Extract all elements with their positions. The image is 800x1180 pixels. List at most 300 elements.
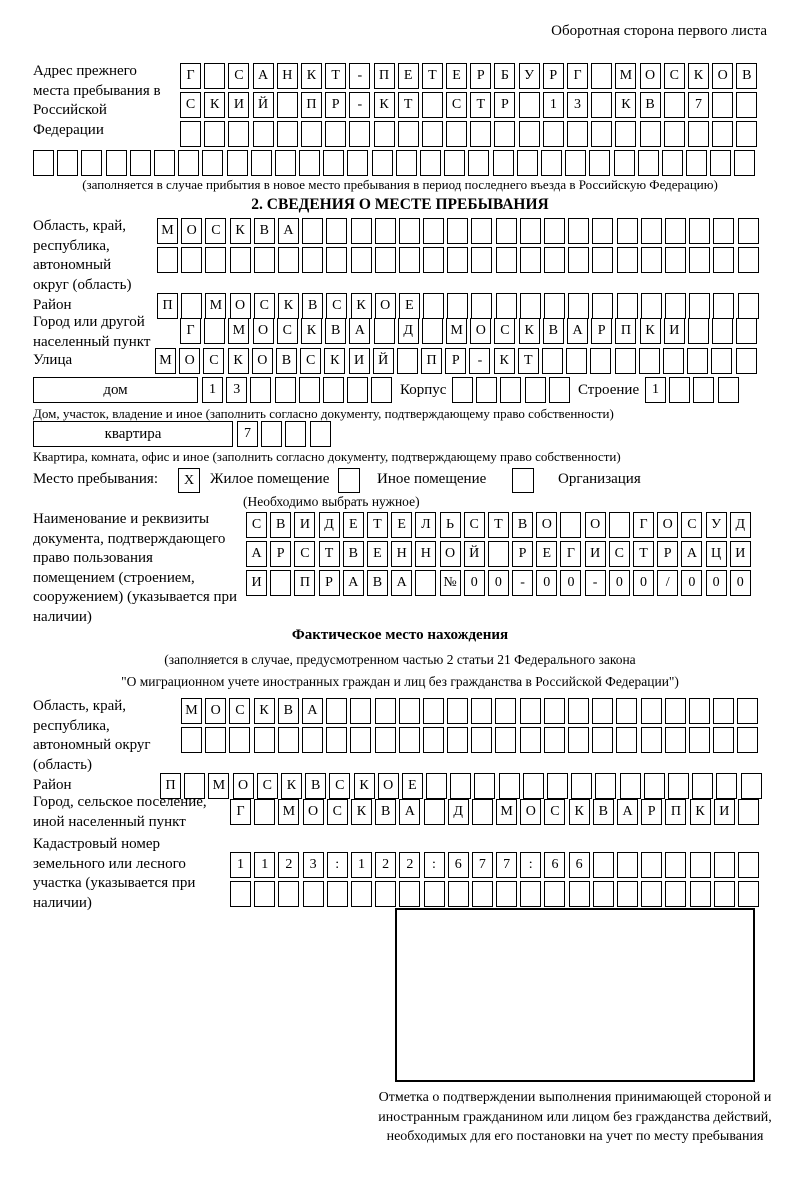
char-cell[interactable]: О [179, 348, 200, 374]
char-cell[interactable] [422, 318, 443, 344]
char-cell[interactable] [350, 698, 371, 724]
char-cell[interactable] [544, 218, 565, 244]
char-cell[interactable] [424, 799, 445, 825]
char-cell[interactable] [614, 150, 635, 176]
char-cell[interactable]: : [424, 852, 445, 878]
char-cell[interactable]: 0 [730, 570, 751, 596]
char-cell[interactable]: Й [464, 541, 485, 567]
char-cell[interactable] [446, 121, 467, 147]
char-cell[interactable]: 2 [278, 852, 299, 878]
char-cell[interactable] [665, 881, 686, 907]
char-cell[interactable]: Н [391, 541, 412, 567]
char-cell[interactable] [665, 247, 686, 273]
char-cell[interactable] [227, 150, 248, 176]
char-cell[interactable]: И [664, 318, 685, 344]
char-cell[interactable] [399, 247, 420, 273]
char-cell[interactable] [520, 881, 541, 907]
char-cell[interactable] [447, 247, 468, 273]
char-cell[interactable]: М [496, 799, 517, 825]
char-cell[interactable]: К [281, 773, 302, 799]
char-cell[interactable]: Т [325, 63, 346, 89]
char-cell[interactable]: В [375, 799, 396, 825]
char-cell[interactable] [422, 121, 443, 147]
char-cell[interactable] [718, 377, 739, 403]
char-cell[interactable] [230, 881, 251, 907]
char-cell[interactable]: О [303, 799, 324, 825]
char-cell[interactable] [520, 247, 541, 273]
char-cell[interactable] [738, 293, 759, 319]
char-cell[interactable]: С [494, 318, 515, 344]
char-cell[interactable]: 3 [226, 377, 247, 403]
char-cell[interactable]: И [294, 512, 315, 538]
char-cell[interactable]: С [681, 512, 702, 538]
char-cell[interactable] [205, 727, 226, 753]
char-cell[interactable] [713, 698, 734, 724]
char-cell[interactable] [423, 247, 444, 273]
char-cell[interactable] [495, 698, 516, 724]
char-cell[interactable]: С [464, 512, 485, 538]
char-cell[interactable] [471, 727, 492, 753]
char-cell[interactable] [689, 218, 710, 244]
char-cell[interactable] [423, 293, 444, 319]
char-cell[interactable]: О [712, 63, 733, 89]
char-cell[interactable]: К [374, 92, 395, 118]
char-cell[interactable] [299, 150, 320, 176]
char-cell[interactable] [738, 799, 759, 825]
char-cell[interactable] [568, 698, 589, 724]
char-cell[interactable] [372, 150, 393, 176]
char-cell[interactable] [592, 727, 613, 753]
char-cell[interactable]: В [367, 570, 388, 596]
char-cell[interactable] [641, 852, 662, 878]
char-cell[interactable] [253, 121, 274, 147]
char-cell[interactable] [710, 150, 731, 176]
char-cell[interactable] [541, 150, 562, 176]
char-cell[interactable] [375, 698, 396, 724]
char-cell[interactable] [512, 468, 534, 493]
char-cell[interactable] [712, 318, 733, 344]
char-cell[interactable]: Г [230, 799, 251, 825]
char-cell[interactable]: Р [641, 799, 662, 825]
char-cell[interactable] [351, 881, 372, 907]
char-cell[interactable] [736, 121, 757, 147]
char-cell[interactable]: С [544, 799, 565, 825]
char-cell[interactable]: Д [730, 512, 751, 538]
char-cell[interactable] [448, 881, 469, 907]
char-cell[interactable] [33, 150, 54, 176]
char-cell[interactable]: П [374, 63, 395, 89]
char-cell[interactable] [338, 468, 360, 493]
char-cell[interactable]: С [180, 92, 201, 118]
char-cell[interactable] [713, 293, 734, 319]
char-cell[interactable]: 1 [202, 377, 223, 403]
char-cell[interactable]: 3 [567, 92, 588, 118]
char-cell[interactable] [474, 773, 495, 799]
char-cell[interactable] [204, 318, 225, 344]
char-cell[interactable] [544, 698, 565, 724]
char-cell[interactable]: Р [319, 570, 340, 596]
char-cell[interactable]: Г [567, 63, 588, 89]
char-cell[interactable]: К [494, 348, 515, 374]
char-cell[interactable]: 7 [688, 92, 709, 118]
char-cell[interactable]: 3 [303, 852, 324, 878]
char-cell[interactable] [375, 727, 396, 753]
char-cell[interactable]: В [325, 318, 346, 344]
char-cell[interactable]: Т [398, 92, 419, 118]
char-cell[interactable]: Р [445, 348, 466, 374]
char-cell[interactable]: С [229, 698, 250, 724]
char-cell[interactable]: И [730, 541, 751, 567]
char-cell[interactable] [688, 121, 709, 147]
char-cell[interactable] [204, 121, 225, 147]
char-cell[interactable]: К [204, 92, 225, 118]
char-cell[interactable] [254, 881, 275, 907]
char-cell[interactable]: П [665, 799, 686, 825]
char-cell[interactable] [616, 727, 637, 753]
char-cell[interactable] [250, 377, 271, 403]
char-cell[interactable] [517, 150, 538, 176]
char-cell[interactable] [738, 247, 759, 273]
char-cell[interactable] [525, 377, 546, 403]
char-cell[interactable] [371, 377, 392, 403]
char-cell[interactable]: К [301, 63, 322, 89]
char-cell[interactable] [617, 852, 638, 878]
char-cell[interactable] [303, 881, 324, 907]
char-cell[interactable] [396, 150, 417, 176]
char-cell[interactable] [641, 293, 662, 319]
char-cell[interactable]: 6 [448, 852, 469, 878]
char-cell[interactable] [349, 121, 370, 147]
char-cell[interactable]: Т [633, 541, 654, 567]
char-cell[interactable] [399, 218, 420, 244]
char-cell[interactable]: Г [560, 541, 581, 567]
char-cell[interactable] [568, 293, 589, 319]
char-cell[interactable] [617, 293, 638, 319]
char-cell[interactable]: О [640, 63, 661, 89]
char-cell[interactable] [641, 218, 662, 244]
char-cell[interactable] [638, 150, 659, 176]
char-cell[interactable] [615, 121, 636, 147]
char-cell[interactable] [130, 150, 151, 176]
char-cell[interactable]: X [178, 468, 200, 493]
char-cell[interactable] [472, 881, 493, 907]
char-cell[interactable] [592, 293, 613, 319]
char-cell[interactable]: С [203, 348, 224, 374]
char-cell[interactable]: Е [343, 512, 364, 538]
char-cell[interactable] [471, 218, 492, 244]
char-cell[interactable]: М [208, 773, 229, 799]
char-cell[interactable]: Т [367, 512, 388, 538]
char-cell[interactable] [663, 348, 684, 374]
char-cell[interactable]: Р [494, 92, 515, 118]
char-cell[interactable] [254, 247, 275, 273]
char-cell[interactable]: И [246, 570, 267, 596]
char-cell[interactable]: В [593, 799, 614, 825]
char-cell[interactable] [665, 698, 686, 724]
char-cell[interactable] [592, 698, 613, 724]
char-cell[interactable]: Е [398, 63, 419, 89]
char-cell[interactable] [641, 247, 662, 273]
char-cell[interactable] [736, 92, 757, 118]
char-cell[interactable] [154, 150, 175, 176]
char-cell[interactable]: Т [488, 512, 509, 538]
char-cell[interactable] [688, 318, 709, 344]
char-cell[interactable]: А [567, 318, 588, 344]
char-cell[interactable] [692, 773, 713, 799]
char-cell[interactable] [687, 348, 708, 374]
char-cell[interactable]: 1 [254, 852, 275, 878]
char-cell[interactable] [181, 293, 202, 319]
char-cell[interactable] [566, 348, 587, 374]
char-cell[interactable] [713, 727, 734, 753]
char-cell[interactable] [398, 121, 419, 147]
char-cell[interactable]: Е [367, 541, 388, 567]
char-cell[interactable] [326, 727, 347, 753]
char-cell[interactable]: С [257, 773, 278, 799]
char-cell[interactable]: : [520, 852, 541, 878]
char-cell[interactable] [568, 218, 589, 244]
char-cell[interactable]: С [246, 512, 267, 538]
char-cell[interactable]: К [690, 799, 711, 825]
char-cell[interactable] [591, 121, 612, 147]
char-cell[interactable] [302, 727, 323, 753]
char-cell[interactable]: М [155, 348, 176, 374]
char-cell[interactable]: А [302, 698, 323, 724]
char-cell[interactable] [549, 377, 570, 403]
char-cell[interactable]: 0 [464, 570, 485, 596]
char-cell[interactable] [737, 698, 758, 724]
char-cell[interactable]: А [246, 541, 267, 567]
char-cell[interactable] [423, 218, 444, 244]
char-cell[interactable] [542, 348, 563, 374]
char-cell[interactable]: У [519, 63, 540, 89]
char-cell[interactable] [493, 150, 514, 176]
char-cell[interactable]: Й [253, 92, 274, 118]
char-cell[interactable]: - [349, 92, 370, 118]
char-cell[interactable] [737, 727, 758, 753]
char-cell[interactable] [81, 150, 102, 176]
char-cell[interactable] [689, 293, 710, 319]
char-cell[interactable] [452, 377, 473, 403]
char-cell[interactable] [590, 348, 611, 374]
char-cell[interactable]: С [254, 293, 275, 319]
char-cell[interactable] [662, 150, 683, 176]
char-cell[interactable]: О [233, 773, 254, 799]
char-cell[interactable]: В [640, 92, 661, 118]
char-cell[interactable] [644, 773, 665, 799]
char-cell[interactable] [713, 218, 734, 244]
char-cell[interactable] [668, 773, 689, 799]
char-cell[interactable]: Р [543, 63, 564, 89]
char-cell[interactable]: Д [448, 799, 469, 825]
char-cell[interactable] [543, 121, 564, 147]
char-cell[interactable] [568, 247, 589, 273]
char-cell[interactable] [589, 150, 610, 176]
char-cell[interactable] [205, 247, 226, 273]
char-cell[interactable]: Е [446, 63, 467, 89]
char-cell[interactable]: К [254, 698, 275, 724]
char-cell[interactable] [496, 218, 517, 244]
char-cell[interactable]: С [294, 541, 315, 567]
char-cell[interactable]: О [253, 318, 274, 344]
char-cell[interactable] [302, 218, 323, 244]
char-cell[interactable] [520, 218, 541, 244]
char-cell[interactable] [495, 727, 516, 753]
char-cell[interactable]: - [512, 570, 533, 596]
char-cell[interactable]: А [349, 318, 370, 344]
char-cell[interactable] [713, 247, 734, 273]
char-cell[interactable]: В [278, 698, 299, 724]
char-cell[interactable] [423, 698, 444, 724]
char-cell[interactable]: 2 [399, 852, 420, 878]
char-cell[interactable]: Г [180, 318, 201, 344]
char-cell[interactable]: А [253, 63, 274, 89]
char-cell[interactable] [639, 348, 660, 374]
char-cell[interactable] [270, 570, 291, 596]
char-cell[interactable] [494, 121, 515, 147]
char-cell[interactable]: И [349, 348, 370, 374]
char-cell[interactable] [520, 293, 541, 319]
char-cell[interactable] [736, 348, 757, 374]
char-cell[interactable] [665, 727, 686, 753]
char-cell[interactable] [496, 881, 517, 907]
char-cell[interactable]: С [609, 541, 630, 567]
char-cell[interactable] [664, 92, 685, 118]
char-cell[interactable] [471, 247, 492, 273]
char-cell[interactable]: О [536, 512, 557, 538]
char-cell[interactable]: Л [415, 512, 436, 538]
char-cell[interactable] [523, 773, 544, 799]
char-cell[interactable]: П [421, 348, 442, 374]
char-cell[interactable] [689, 698, 710, 724]
char-cell[interactable] [375, 247, 396, 273]
char-cell[interactable]: К [228, 348, 249, 374]
char-cell[interactable] [592, 218, 613, 244]
char-cell[interactable]: Р [657, 541, 678, 567]
char-cell[interactable]: С [329, 773, 350, 799]
char-cell[interactable]: Т [518, 348, 539, 374]
char-cell[interactable] [254, 727, 275, 753]
char-cell[interactable] [399, 698, 420, 724]
char-cell[interactable]: 1 [543, 92, 564, 118]
char-cell[interactable] [711, 348, 732, 374]
char-cell[interactable] [738, 218, 759, 244]
char-cell[interactable] [422, 92, 443, 118]
char-cell[interactable] [375, 218, 396, 244]
char-cell[interactable] [447, 218, 468, 244]
char-cell[interactable] [616, 698, 637, 724]
char-cell[interactable] [254, 799, 275, 825]
char-cell[interactable]: И [228, 92, 249, 118]
char-cell[interactable]: 0 [681, 570, 702, 596]
char-cell[interactable] [347, 377, 368, 403]
char-cell[interactable]: П [301, 92, 322, 118]
char-cell[interactable] [420, 150, 441, 176]
char-cell[interactable]: О [378, 773, 399, 799]
char-cell[interactable] [181, 247, 202, 273]
char-cell[interactable] [547, 773, 568, 799]
char-cell[interactable]: С [326, 293, 347, 319]
char-cell[interactable] [57, 150, 78, 176]
char-cell[interactable]: О [585, 512, 606, 538]
char-cell[interactable] [690, 881, 711, 907]
char-cell[interactable]: У [706, 512, 727, 538]
char-cell[interactable] [689, 247, 710, 273]
char-cell[interactable] [734, 150, 755, 176]
char-cell[interactable]: 7 [496, 852, 517, 878]
char-cell[interactable]: П [160, 773, 181, 799]
char-cell[interactable] [712, 121, 733, 147]
char-cell[interactable] [450, 773, 471, 799]
char-cell[interactable]: Н [277, 63, 298, 89]
char-cell[interactable]: А [343, 570, 364, 596]
char-cell[interactable] [228, 121, 249, 147]
char-cell[interactable]: Й [373, 348, 394, 374]
char-cell[interactable] [736, 318, 757, 344]
char-cell[interactable] [496, 293, 517, 319]
char-cell[interactable]: 0 [609, 570, 630, 596]
char-cell[interactable] [641, 881, 662, 907]
char-cell[interactable] [374, 318, 395, 344]
char-cell[interactable] [471, 293, 492, 319]
char-cell[interactable]: А [278, 218, 299, 244]
char-cell[interactable]: А [681, 541, 702, 567]
char-cell[interactable]: 1 [645, 377, 666, 403]
char-cell[interactable]: 6 [569, 852, 590, 878]
char-cell[interactable] [741, 773, 762, 799]
char-cell[interactable]: Е [536, 541, 557, 567]
char-cell[interactable] [738, 852, 759, 878]
char-cell[interactable] [571, 773, 592, 799]
char-cell[interactable]: Е [391, 512, 412, 538]
char-cell[interactable]: 2 [375, 852, 396, 878]
char-cell[interactable] [665, 293, 686, 319]
char-cell[interactable]: О [205, 698, 226, 724]
char-cell[interactable] [347, 150, 368, 176]
char-cell[interactable] [326, 247, 347, 273]
char-cell[interactable]: Г [633, 512, 654, 538]
char-cell[interactable] [251, 150, 272, 176]
char-cell[interactable]: К [301, 318, 322, 344]
char-cell[interactable] [447, 727, 468, 753]
char-cell[interactable] [664, 121, 685, 147]
char-cell[interactable]: - [349, 63, 370, 89]
char-cell[interactable]: 0 [488, 570, 509, 596]
char-cell[interactable]: О [375, 293, 396, 319]
char-cell[interactable] [204, 63, 225, 89]
char-cell[interactable]: Р [270, 541, 291, 567]
char-cell[interactable] [617, 881, 638, 907]
char-cell[interactable]: П [157, 293, 178, 319]
char-cell[interactable]: В [512, 512, 533, 538]
char-cell[interactable]: В [343, 541, 364, 567]
char-cell[interactable] [544, 247, 565, 273]
char-cell[interactable] [350, 727, 371, 753]
char-cell[interactable]: Д [398, 318, 419, 344]
char-cell[interactable] [686, 150, 707, 176]
char-cell[interactable]: М [157, 218, 178, 244]
char-cell[interactable] [447, 293, 468, 319]
char-cell[interactable]: М [181, 698, 202, 724]
char-cell[interactable] [476, 377, 497, 403]
char-cell[interactable] [375, 881, 396, 907]
char-cell[interactable]: Г [180, 63, 201, 89]
char-cell[interactable]: Е [402, 773, 423, 799]
char-cell[interactable]: В [543, 318, 564, 344]
char-cell[interactable] [278, 727, 299, 753]
char-cell[interactable] [275, 150, 296, 176]
char-cell[interactable]: Р [325, 92, 346, 118]
